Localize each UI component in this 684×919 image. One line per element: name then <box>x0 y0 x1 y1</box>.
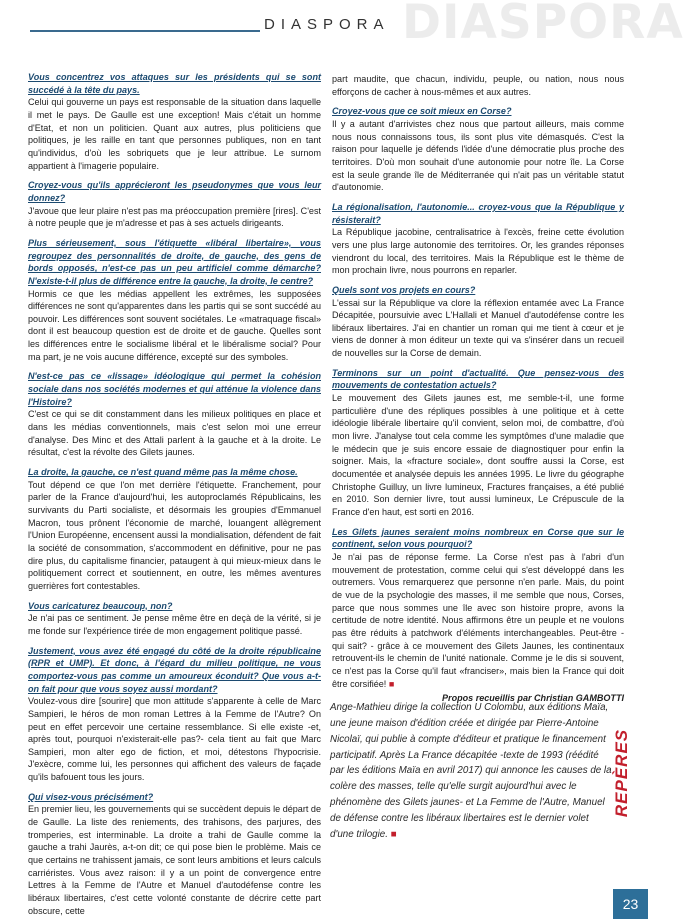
answer: Tout dépend ce que l'on met derrière l'étiquette. Franchement, pour parler de la France d'aujourd'hui, les autoproclamés Républicains, les survivants du Parti socialiste, et désormais les groupies d'Emmanuel Macron, tous prônent l'économie de marché, louangent allègrement l'Union Européenne, encensent aussi la mondialisation, défendent de fait la société de consommation, s'accommodent en définitive, pour ne pas dire plus, du capitalisme financier, pataugent à qui mieux-mieux dans le politiquement correct et soutiennent, en outre, les mêmes aventures guerrières fort contestables. <box>28 479 321 591</box>
question: Plus sérieusement, sous l'étiquette «libéral libertaire», vous regroupez des personnalités de droite, de gauche, des gens de bords opposés, n'est-ce pas un peu artificiel comme démarche? N'existe-t-il plus de différence entre la gauche, la droite, le centre? <box>28 237 321 286</box>
answer: Hormis ce que les médias appellent les extrêmes, les supposées différences ne sont qu'apparentes dans les partis qui se sont succédé au pouvoir. Les différences sont souvent sociétales. Le «matraquage fiscal» dont il est beaucoup question est de droite et de gauche. Quelles sont les différences entre le socialisme libéral et le libéralisme social? Pour ma part, je ne vois aucune différence, excepté sur des symboles. <box>28 288 321 362</box>
question: Vous concentrez vos attaques sur les présidents qui se sont succédé à la tête du pays. <box>28 72 321 95</box>
question: Justement, vous avez été engagé du côté de la droite républicaine (RPR et UMP). Et donc, à l'égard du milieu politique, ne vous comportez-vous pas comme un amoureux éconduit? Que vous a-t-on fait pour que vous soyez aussi mordant? <box>28 645 321 694</box>
answer: Voulez-vous dire [sourire] que mon attitude s'apparente à celle de Marc Sampieri, le héros de mon roman Lettres à la Femme de l'Autre? On peut en effet percevoir une certaine ressemblance. Si elle existe -et, après tout, pourquoi n'existerait-elle pas?- cela tient au fait que Marc Sampieri, mon alter ego de fiction, et moi, détestons l'hypocrisie. J'exècre, comme lui, les personnes qui affichent des valeurs de façade qu'ils bafouent tous les jours. <box>28 696 321 783</box>
question: Vous caricaturez beaucoup, non? <box>28 600 173 611</box>
reperes-end-mark: ■ <box>390 828 397 840</box>
question: Quels sont vos projets en cours? <box>332 284 476 295</box>
question: Qui visez-vous précisément? <box>28 791 154 802</box>
answer <box>332 551 624 690</box>
end-mark: ■ <box>388 678 395 689</box>
section-title: DIASPORA <box>264 16 390 33</box>
answer: La République jacobine, centralisatrice à l'excès, freine cette évolution vers une plus large autonomie des territoires. Or, les grandes réponses viendront du local, des territoires. Mais la République est le thème de mon prochain livre, nous pourrons en reparler. <box>332 227 624 276</box>
answer: C'est ce qui se dit constamment dans les milieux politiques en place et dans les médias conventionnels, mais c'est selon moi une erreur d'analyse. Des Minc et des Attali parlent à la gauche et à la droite. Le résultat, c'est la révolte des Gilets jaunes. <box>28 409 321 458</box>
question: La régionalisation, l'autonomie... croyez-vous que la République y résisterait? <box>332 201 624 225</box>
answer: L'essai sur la République va clore la réflexion entamée avec La France Décapitée, poursuivie avec L'Hallali et Manuel d'autodéfense contre les libéraux libertaires. J'ai en chantier un roman qui me tient à cœur et je viens de donner à mon éditeur un texte qui va s'insérer dans un recueil de nouvelles sur la Corse de demain. <box>332 297 624 359</box>
left-column <box>28 71 321 917</box>
answer: Le mouvement des Gilets jaunes est, me semble-t-il, une forme particulière d'une des répliques possibles à une politique et à cette idéologie libérale libertaire qu'il convient, selon moi, de combattre, d'où mon livre. J'analyse tout cela comme les symptômes d'une maladie que le médecin que je suis encore essaie de diagnostiquer pour enfin la soigner. Mais, la «fracture sociale», dont souffre aussi la Corse, est documentée et analysée depuis les années 1995. Le livre du géographe Christophe Guilluy, un livre lumineux, Fractures françaises, a été publié en 2010. Son dernier livre, tout aussi lumineux, Le Crépuscule de la France d'en haut, est sorti en 2016. <box>332 393 624 517</box>
answer-text: Je n'ai pas de réponse ferme. La Corse n'est pas à l'abri d'un mouvement de protestation, comme celui qui s'est développé dans les outremers. Vous remarquerez que personne n'en parle. Mais, du point de vue de la psychologie des masses, il me semble que nous, Corses, parce que nous sommes une île avec son histoire propre, avons la certitude de notre identité. Nous affirmons être un peuple et ne voulons pas être réduits à patchwork d'éléments interchangeables. Peut-être - qui sait? - grâce à ce mouvement des Gilets Jaunes, les continentaux retrouvent-ils le chemin de l'unité nationale. Comme je le dis si souvent, ce n'est pas la Corse qu'il faut «franciser», mais bien la France qui doit être corsifiée! <box>332 551 624 689</box>
page-header <box>0 0 684 50</box>
reperes-body: Ange-Mathieu dirige la collection U Colombu, aux éditions Maïa, une jeune maison d'édition créée et dirigée par Pierre-Antoine Nicolaï, qui publie à compte d'éditeur et pratique le financement participatif. Après La France décapitée -texte de 1993 (réédité par les éditions Maïa en avril 2017) qui annonce les causes de la colère des masses, telle qu'elle surgit aujourd'hui avec le phénomène des Gilets jaunes- et La Femme de l'Autre, Manuel de défense contre les libéraux libertaires est le dernier volet d'une trilogie. <box>330 702 612 840</box>
answer: Je n'ai pas ce sentiment. Je pense même être en deçà de la vérité, si je me fonde sur l'expérience tirée de mon engagement politique passé. <box>28 613 321 636</box>
credit: Propos recueillis par Christian GAMBOTTI <box>442 693 624 704</box>
question: Les Gilets jaunes seraient moins nombreux en Corse que sur le continent, selon vous pourquoi? <box>332 526 624 550</box>
question: Terminons sur un point d'actualité. Que pensez-vous des mouvements de contestation actuels? <box>332 367 624 391</box>
section-watermark: DIASPORA <box>402 0 684 50</box>
reperes-label <box>612 703 636 843</box>
question: Croyez-vous qu'ils apprécieront les pseudonymes que vous leur donnez? <box>28 180 321 203</box>
page-number: 23 <box>613 889 648 919</box>
header-rule <box>30 30 260 32</box>
answer: En premier lieu, les gouvernements qui se succèdent depuis le départ de de Gaulle. La liste des reniements, des trahisons, des parjures, des tromperies, est interminable. La droite a trahi de Gaulle comme la gauche a trahi Jaurès, a-t-on dit; ce qui pose bien le problème. Mais ce que certains ne trahissent jamais, ce sont leurs ambitions et leurs calculs carriéristes. Vous avez raison: il y a un point de convergence entre Lettres à la Femme de l'Autre et Manuel d'autodéfense contre les libéraux libertaires, c'est cette volonté constante de décrire cette part obscure, cette <box>28 804 321 916</box>
question: N'est-ce pas ce «lissage» idéologique qui permet la cohésion sociale dans nos sociétés modernes et qui atténue la violence dans l'Histoire? <box>28 371 321 407</box>
answer: J'avoue que leur plaire n'est pas ma préoccupation première [rires]. C'est à notre peuple que je m'adresse et pas à ses actuels dirigeants. <box>28 205 321 229</box>
reperes-box <box>330 700 612 882</box>
question: Croyez-vous que ce soit mieux en Corse? <box>332 106 512 117</box>
answer: Celui qui gouverne un pays est responsable de la situation dans laquelle il met le pays. De Gaulle est une exception! Mais c'était un homme d'Etat, et non un politicien. Quant aux autres, plus politiciens que politiques, je les raille en tant que personnes publiques, non en tant qu'individus, d'où les sobriquets que je leur attribue. Le surnom appartient à l'imagerie populaire. <box>28 97 321 171</box>
answer: Il y a autant d'arrivistes chez nous que partout ailleurs, mais comme nous nous connaissons tous, ils sont plus vite démasqués. C'est la raison pour laquelle je défends l'idée d'une démocratie plus proche des territoires. D'où mon souhait d'une autonomie pour notre île. La Corse est la seule grande île de Méditerranée qui n'ait pas un véritable statut d'autonomie. <box>332 118 624 193</box>
answer: part maudite, que chacun, individu, peuple, ou nation, nous nous efforçons de cacher à nous-mêmes et aux autres. <box>332 74 624 97</box>
question: La droite, la gauche, ce n'est quand même pas la même chose. <box>28 467 298 478</box>
reperes-text <box>330 700 612 843</box>
right-column <box>332 73 624 705</box>
reperes-label-text: REPÈRES <box>612 728 631 818</box>
